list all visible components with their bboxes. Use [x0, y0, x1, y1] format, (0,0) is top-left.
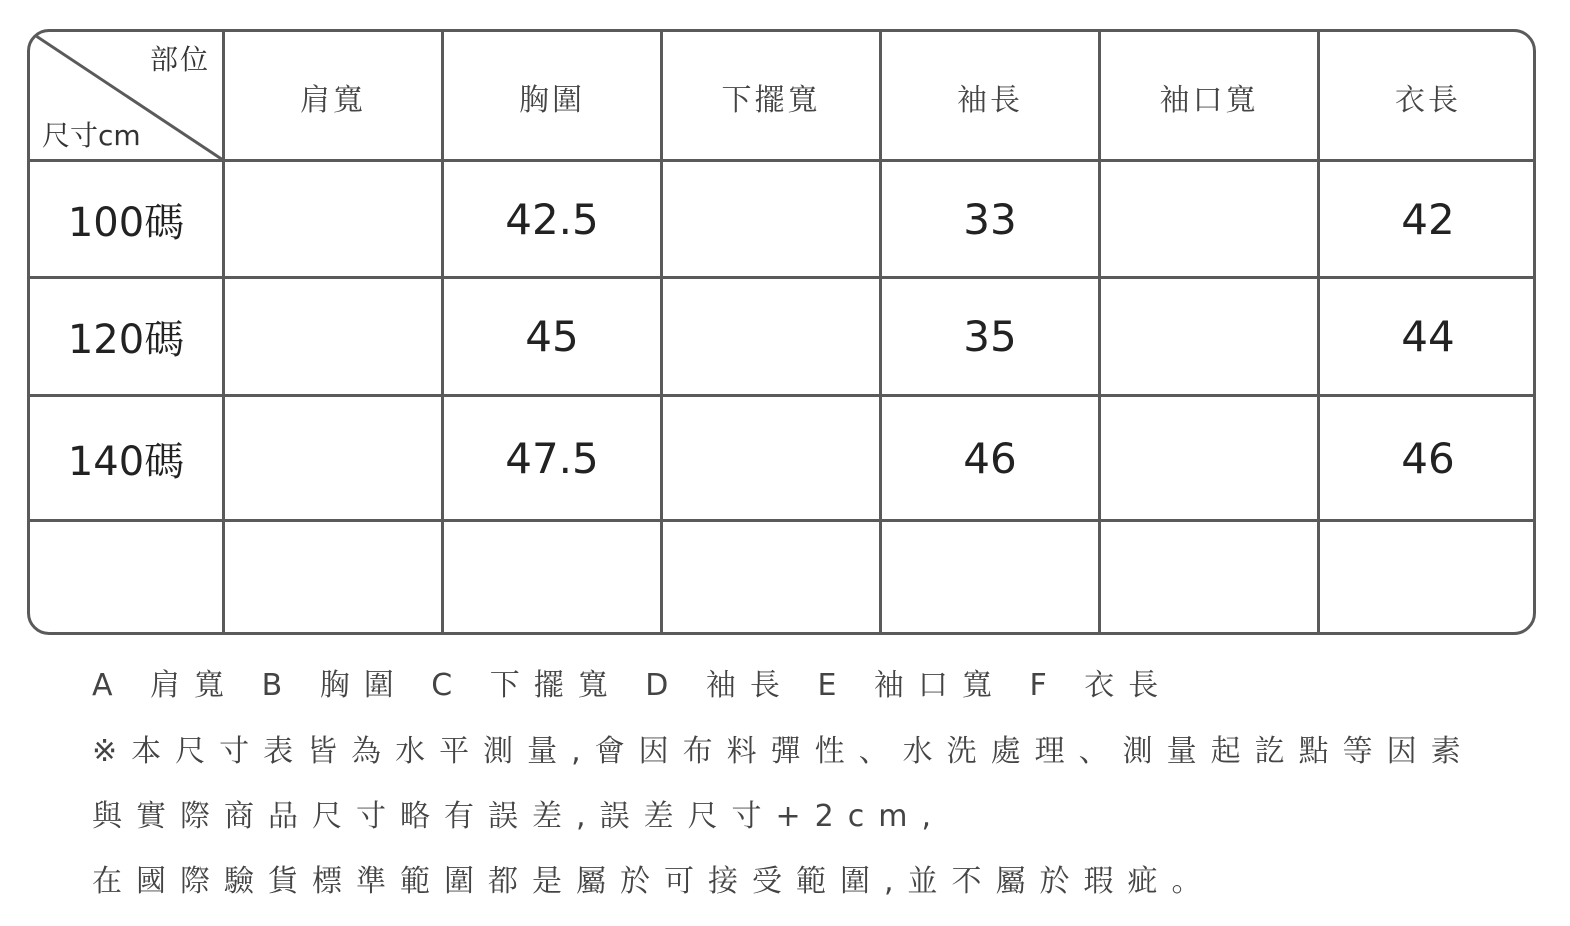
table-cell: 46: [963, 433, 1017, 483]
table-cell: 47.5: [505, 433, 599, 483]
table-cell: 35: [963, 312, 1017, 361]
corner-label-size: 尺寸cm: [42, 119, 141, 152]
header-chest: 胸圍: [519, 83, 585, 118]
header-sleeve-length: 袖長: [957, 83, 1023, 118]
table-cell: 42: [1401, 194, 1455, 244]
table-cell: 44: [1401, 312, 1455, 361]
table-cell: [1101, 162, 1317, 276]
header-shoulder-width: 肩寬: [300, 83, 366, 118]
header-cuff-width: 袖口寬: [1159, 83, 1259, 118]
table-cell: [663, 279, 879, 394]
row-label-120: 120碼: [67, 317, 185, 363]
disclaimer-line-3: 在國際驗貨標準範圍都是屬於可接受範圍,並不屬於瑕疵。: [92, 864, 1216, 899]
table-cell: [225, 397, 441, 519]
table-cell: [1101, 397, 1317, 519]
table-cell: 46: [1401, 433, 1455, 483]
table-cell: 33: [963, 194, 1017, 244]
table-cell: 42.5: [505, 194, 599, 244]
table-cell: 45: [525, 312, 579, 361]
table-cell: [1101, 279, 1317, 394]
header-length: 衣長: [1395, 83, 1461, 118]
table-cell: [663, 397, 879, 519]
table-cell: [225, 162, 441, 276]
header-hem-width: 下擺寬: [721, 83, 821, 118]
table-cell: [663, 162, 879, 276]
disclaimer-line-2: 與實際商品尺寸略有誤差,誤差尺寸+2cm,: [92, 799, 946, 834]
row-label-140: 140碼: [67, 438, 185, 485]
measurement-legend: A 肩寬 B 胸圍 C 下擺寬 D 袖長 E 袖口寬 F 衣長: [92, 668, 1173, 703]
corner-label-part: 部位: [150, 43, 211, 76]
size-chart-table: [27, 29, 1536, 635]
table-cell: [225, 279, 441, 394]
row-label-empty: [30, 522, 222, 632]
disclaimer-line-1: ※本尺寸表皆為水平測量,會因布料彈性、水洗處理、測量起訖點等因素: [92, 734, 1475, 769]
row-label-100: 100碼: [67, 199, 185, 246]
row-divider: [30, 519, 1533, 522]
